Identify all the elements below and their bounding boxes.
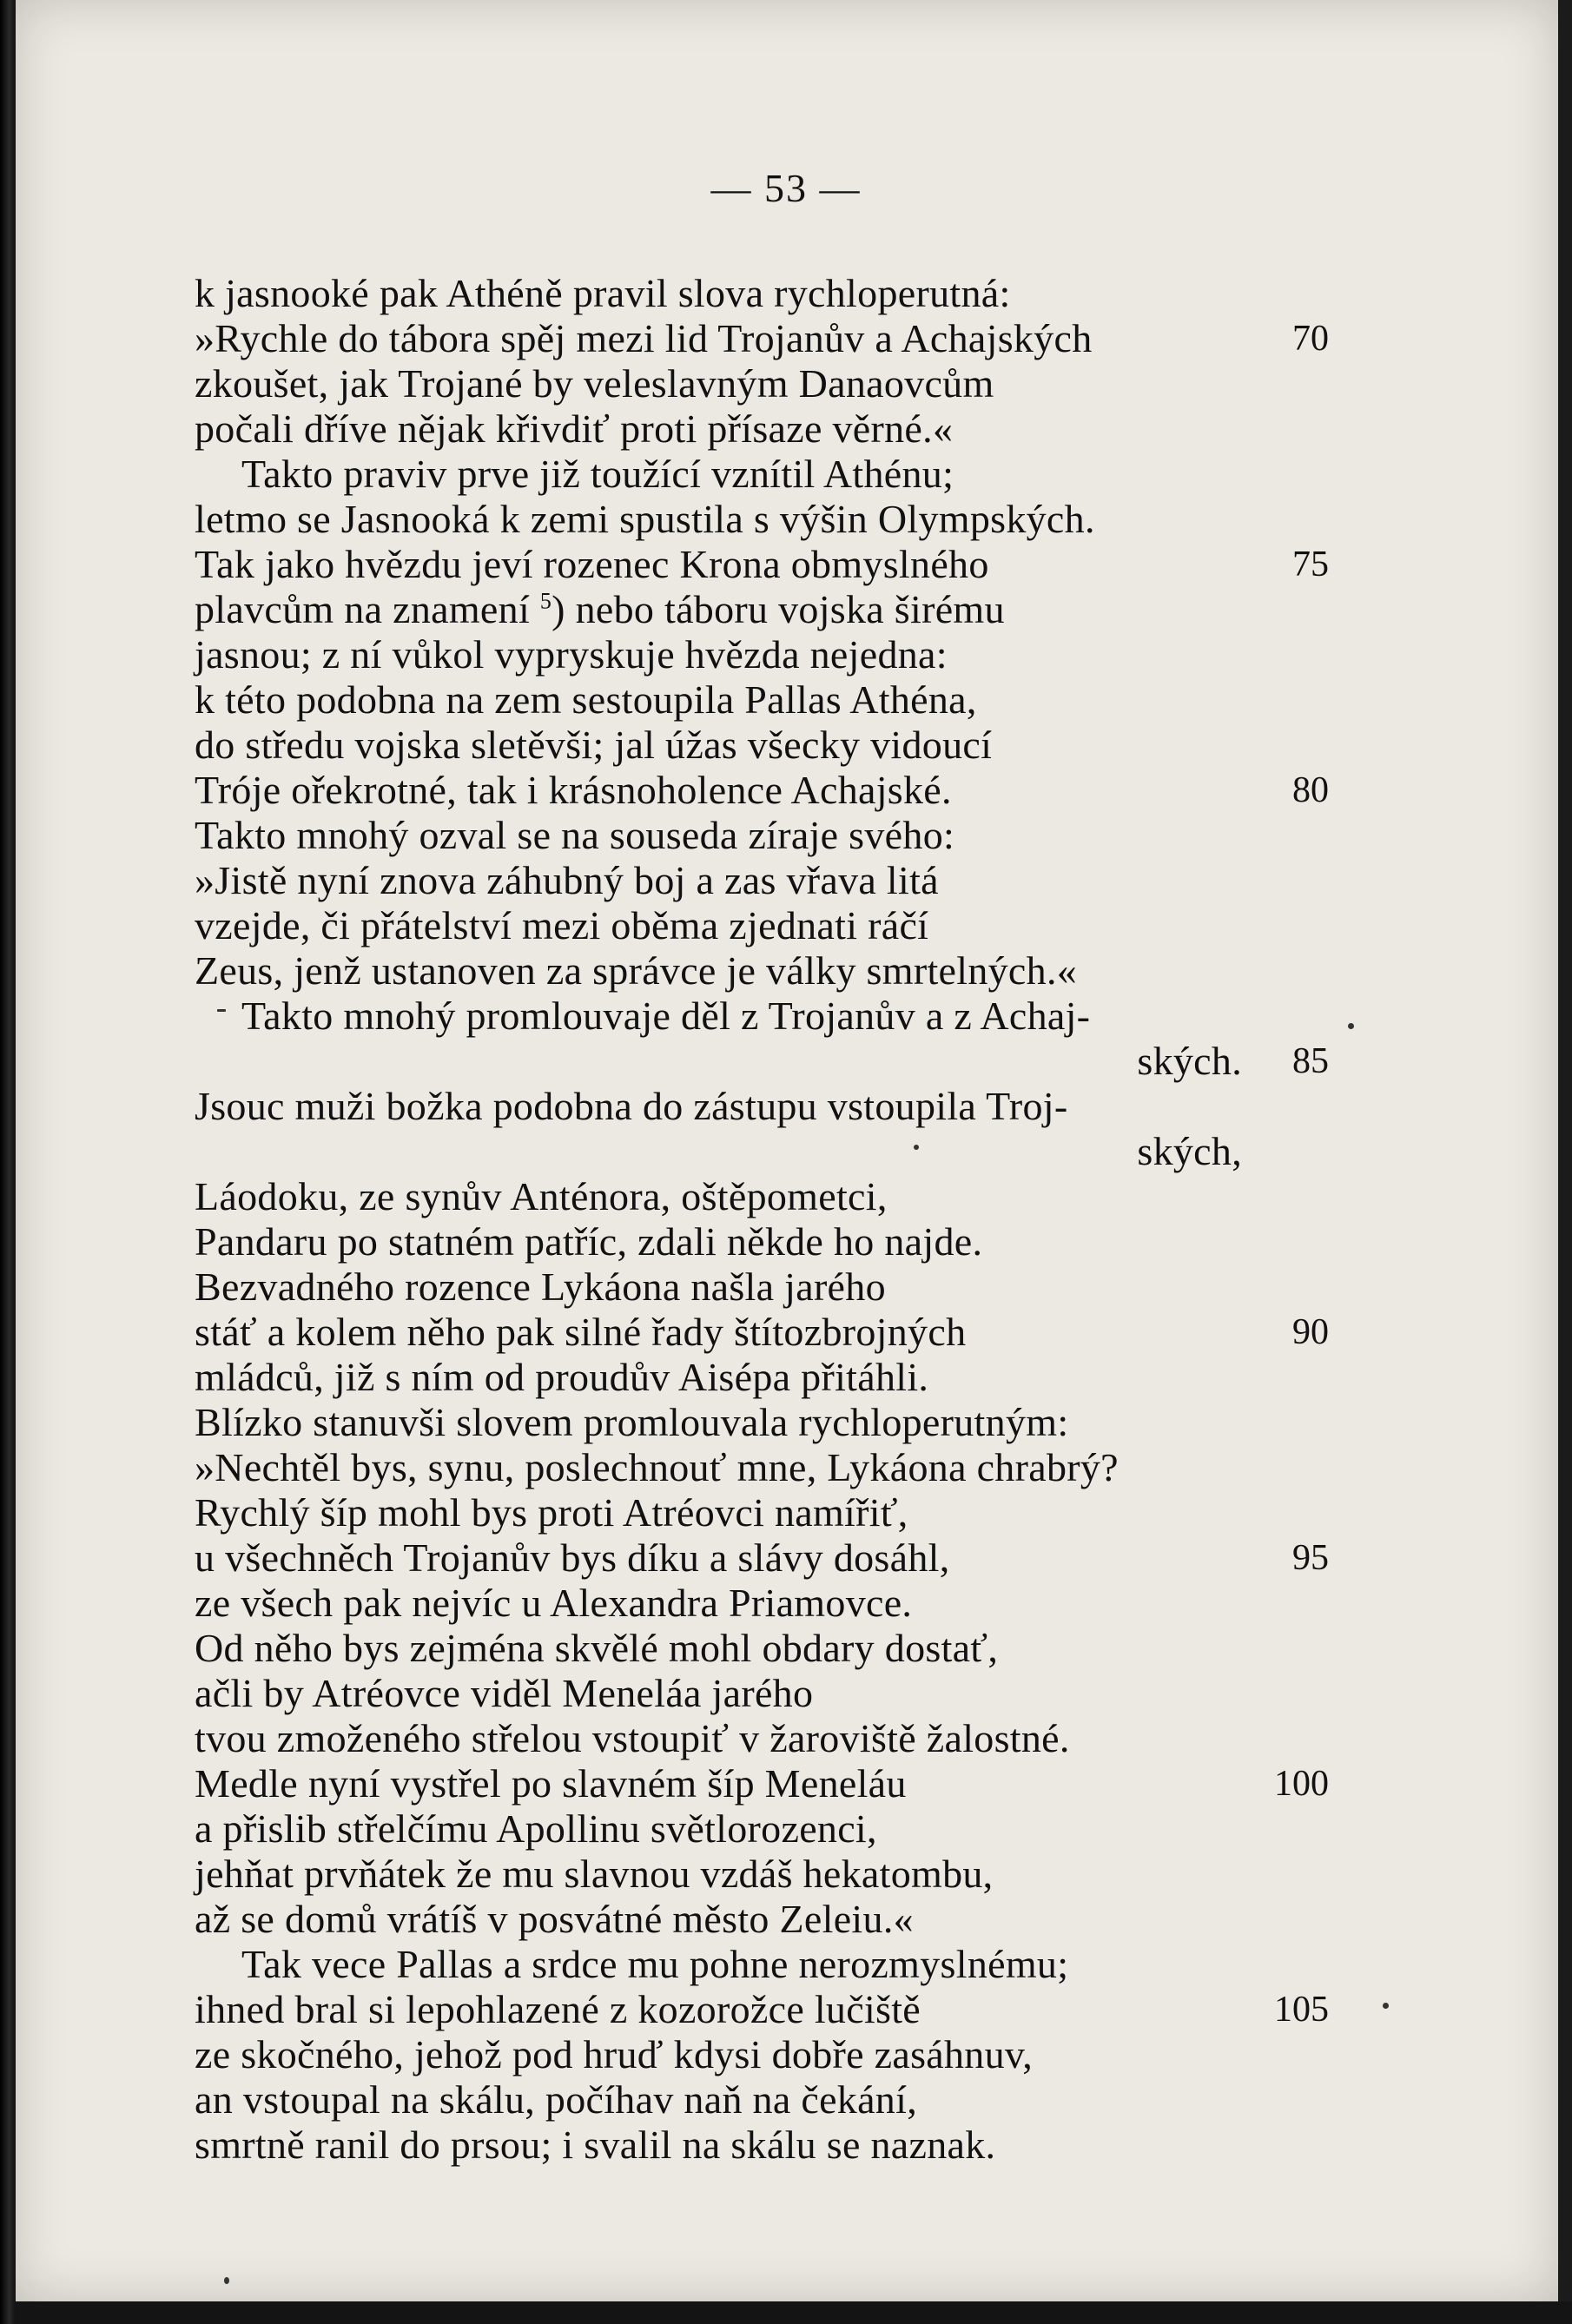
verse-line: »Nechtěl bys, synu, poslechnouť mne, Lykáona chrabrý? — [195, 1445, 1119, 1489]
verse-line — [195, 587, 1254, 632]
scan-bottom-edge — [16, 2301, 1572, 2324]
verse-line: ihned bral si lepohlazené z kozorožce lučiště — [195, 1987, 921, 2031]
verse-line: an vstoupal na skálu, počíhav naň na čekání, — [195, 2077, 917, 2122]
verse-line: mládců, již s ním od proudův Aisépa přitáhli. — [195, 1355, 929, 1399]
line-number: 75 — [1292, 545, 1329, 584]
verse-line: ačli by Atréovce viděl Meneláa jarého — [195, 1671, 814, 1715]
verse-line: letmo se Jasnooká k zemi spustila s výšin Olympských. — [195, 497, 1095, 541]
verse-line: ze všech pak nejvíc u Alexandra Priamovce. — [195, 1581, 913, 1625]
scan-speck — [217, 1009, 226, 1012]
verse-line: k jasnooké pak Athéně pravil slova rychloperutná: — [195, 271, 1011, 315]
verse-line: Tak vece Pallas a srdce mu pohne nerozmyslnému; — [241, 1942, 1069, 1986]
verse-line: Takto praviv prve již toužící vznítil Athénu; — [241, 452, 954, 496]
verse-line: u všechněch Trojanův bys díku a slávy dosáhl, — [195, 1535, 950, 1580]
verse-line: »Jistě nyní znova záhubný boj a zas vřava litá — [195, 858, 939, 902]
scan-speck — [1383, 2003, 1389, 2009]
verse-line: tvou zmoženého střelou vstoupiť v žaroviště žalostné. — [195, 1716, 1070, 1760]
line-number: 90 — [1292, 1312, 1329, 1352]
verse-line: k této podobna na zem sestoupila Pallas Athéna, — [195, 677, 977, 722]
verse-text: plavcům na znamení — [195, 587, 531, 631]
scan-speck — [224, 2277, 229, 2284]
scan-speck — [914, 1145, 919, 1150]
verse-text: ) nebo táboru vojska širému — [552, 587, 1005, 631]
verse-line: ze skočného, jehož pod hruď kdysi dobře zasáhnuv, — [195, 2032, 1034, 2076]
line-number: 85 — [1292, 1041, 1329, 1081]
verse-line: do středu vojska sletěvši; jal úžas všecky vidoucí — [195, 723, 993, 767]
line-number: 80 — [1292, 770, 1329, 810]
verse-line: počali dříve nějak křivdiť proti přísaze věrné.« — [195, 406, 954, 451]
verse-line: jehňat prvňátek že mu slavnou vzdáš hekatombu, — [195, 1852, 994, 1896]
book-binding-edge — [0, 0, 16, 2324]
footnote-mark: 5 — [539, 588, 552, 614]
verse-line: Tak jako hvězdu jeví rozenec Krona obmyslného — [195, 542, 989, 586]
line-number: 70 — [1292, 319, 1329, 359]
verse-line: až se domů vrátíš v posvátné město Zeleiu.« — [195, 1897, 914, 1941]
verse-line: smrtně ranil do prsou; i svalil na skálu se naznak. — [195, 2123, 996, 2167]
verse-line: »Rychle do tábora spěj mezi lid Trojanův a Achajských — [195, 316, 1093, 360]
verse-line: Jsouc muži božka podobna do zástupu vstoupila Troj- — [195, 1084, 1068, 1128]
verse-line-continuation: ských. — [1137, 1039, 1242, 1083]
verse-line: zkoušet, jak Trojané by veleslavným Danaovcům — [195, 361, 994, 406]
line-number: 105 — [1274, 1990, 1329, 2030]
verse-line: stáť a kolem něho pak silné řady štítozbrojných — [195, 1310, 967, 1354]
verse-line: Zeus, jenž ustanoven za správce je války smrtelných.« — [195, 948, 1078, 993]
verse-line: Láodoku, ze synův Anténora, oštěpometci, — [195, 1174, 888, 1218]
verse-line: Medle nyní vystřel po slavném šíp Meneláu — [195, 1761, 907, 1806]
verse-line: Bezvadného rozence Lykáona našla jarého — [195, 1264, 886, 1309]
verse-line-continuation: ských, — [1137, 1129, 1242, 1173]
page-number: — 53 — — [710, 166, 862, 210]
verse-line: jasnou; z ní vůkol vypryskuje hvězda nejedna: — [195, 632, 948, 677]
scan-speck — [1348, 1023, 1354, 1029]
verse-line: Blízko stanuvši slovem promlouvala rychloperutným: — [195, 1400, 1069, 1444]
line-number: 100 — [1274, 1764, 1329, 1804]
verse-line: Tróje ořekrotné, tak i krásnoholence Achajské. — [195, 768, 952, 812]
line-number: 95 — [1292, 1538, 1329, 1578]
verse-line: Pandaru po statném patříc, zdali někde ho najde. — [195, 1219, 983, 1264]
verse-line: Od něho bys zejména skvělé mohl obdary dostať, — [195, 1626, 999, 1670]
verse-line: vzejde, či přátelství mezi oběma zjednati ráčí — [195, 903, 929, 947]
verse-line: Takto mnohý promlouvaje děl z Trojanův a z Achaj- — [241, 994, 1091, 1038]
verse-line: Rychlý šíp mohl bys proti Atréovci namířiť, — [195, 1490, 908, 1535]
verse-line: a přislib střelčímu Apollinu světlorozenci, — [195, 1806, 877, 1851]
verse-line: Takto mnohý ozval se na souseda zíraje svého: — [195, 813, 955, 857]
